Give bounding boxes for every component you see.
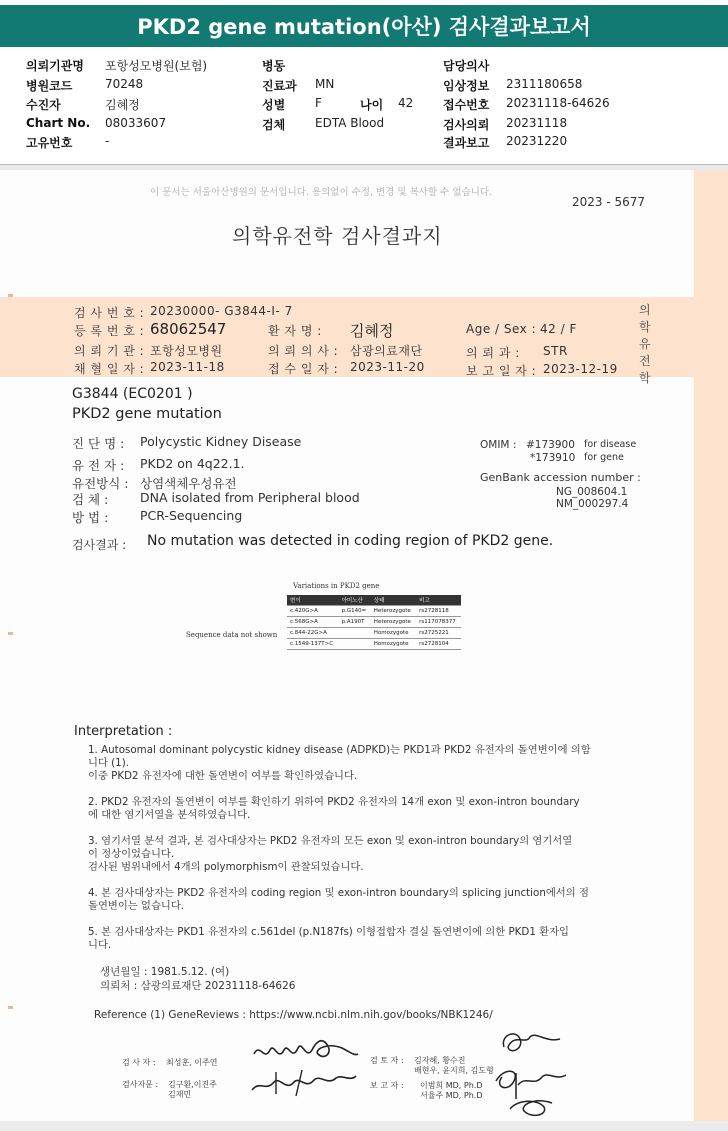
meta-value: 2311180658: [506, 77, 583, 91]
table-cell: c.568G>A: [287, 617, 339, 628]
table-header-row: [287, 595, 461, 606]
report-title: PKD2 gene mutation(아산) 검사결과보고서: [0, 5, 728, 47]
meta-label: Chart No.: [26, 116, 91, 130]
meta-label: 결과보고: [443, 136, 490, 150]
collected-label: 채 혈 일 자 :: [74, 362, 145, 376]
meta-value: 20231118: [506, 116, 568, 130]
meta-value: 20231118-64626: [506, 96, 610, 110]
table-cell: rs2728104: [416, 639, 461, 650]
dept-label: 의 뢰 과 :: [466, 346, 520, 360]
column-header: 아미노산: [339, 595, 371, 606]
omim-disease: #173900: [526, 439, 575, 451]
meta-label: 의뢰기관명: [26, 59, 84, 73]
omim-label: OMIM :: [480, 439, 517, 451]
scanned-result-document: [0, 170, 728, 1121]
copyright-notice: 이 문서는 서울아산병원의 문서입니다. 용의없이 수정, 변경 및 복사할 수 없습니다.: [150, 187, 493, 198]
side-strip: [694, 170, 728, 1121]
physician-label: 의 뢰 의 사 :: [268, 344, 339, 358]
list-item: [88, 835, 648, 874]
examiner-signature-icon: [246, 1032, 366, 1104]
meta-value: -: [105, 134, 110, 148]
dept: STR: [543, 344, 568, 358]
table-row: [287, 639, 461, 650]
meta-label: 병동: [262, 59, 286, 73]
advisor-label: 검사자문 :: [122, 1080, 159, 1089]
reporter-label: 보 고 자 :: [370, 1081, 404, 1090]
meta-label: 성별: [262, 98, 286, 112]
meta-label: 고유번호: [26, 136, 73, 150]
meta-value: F: [315, 96, 322, 110]
item-line: 4. 본 검사대상자는 PKD2 유전자의 coding region 및 exon-intron boundary의 splicing junction에서의 점: [88, 887, 589, 899]
advisor-line-1: 김구환,이진주: [168, 1080, 217, 1089]
method: PCR-Sequencing: [140, 508, 243, 523]
column-header: 변이: [287, 595, 339, 606]
age-sex-label: Age / Sex :: [466, 322, 537, 336]
meta-label: 담당의사: [443, 59, 490, 73]
meta-value: 20231220: [506, 134, 568, 148]
meta-label: 진료과: [262, 79, 297, 93]
meta-label: 병원코드: [26, 79, 73, 93]
variations-caption: Variations in PKD2 gene: [293, 582, 380, 590]
table-cell: rs2728118: [416, 606, 461, 617]
meta-value: 08033607: [105, 116, 167, 130]
meta-label: 수진자: [26, 98, 61, 112]
genbank-label: GenBank accession number :: [480, 471, 641, 484]
method-label: 방 법 :: [72, 510, 109, 525]
item-line: 돌연변이는 없습니다.: [88, 900, 185, 912]
reviewer-label: 검 토 자 :: [370, 1056, 404, 1065]
variations-table: [287, 595, 461, 650]
test-name: PKD2 gene mutation: [72, 406, 222, 422]
column-header: 상태: [371, 595, 416, 606]
list-item: [88, 744, 648, 783]
table-cell: [339, 628, 371, 639]
vertical-side-label: 의학유전학: [639, 303, 651, 385]
table-cell: Heterozygote: [371, 617, 416, 628]
age-sex: 42 / F: [540, 322, 577, 336]
exam-no: 20230000- G3844-I- 7: [150, 304, 293, 318]
meta-label: 임상정보: [443, 79, 490, 93]
sequence-note: Sequence data not shown: [186, 631, 278, 639]
item-line: 이중 PKD2 유전자에 대한 돌연변이 여부를 확인하였습니다.: [88, 770, 358, 782]
table-cell: Homozygote: [371, 628, 416, 639]
institution: 포항성모병원: [150, 344, 223, 358]
result-text: No mutation was detected in coding region of PKD2 gene.: [147, 533, 554, 549]
table-cell: p.G140=: [339, 606, 371, 617]
item-line: 니다.: [88, 939, 112, 951]
patient-name: 김혜정: [350, 322, 394, 340]
genbank-ng: NG_008604.1: [556, 486, 628, 498]
meta-value: 포항성모병원(보험): [105, 59, 208, 73]
meta-label: 접수번호: [443, 98, 490, 112]
document-number: 2023 - 5677: [572, 195, 646, 209]
table-cell: p.A190T: [339, 617, 371, 628]
requester: 의뢰처 : 삼광의료재단 20231118-64626: [100, 980, 296, 992]
patient-label: 환 자 명 :: [268, 324, 322, 338]
column-header: 비고: [416, 595, 461, 606]
omim-disease-note: for disease: [584, 439, 637, 450]
received-date: 2023-11-20: [350, 360, 425, 374]
table-cell: c.420G>A: [287, 606, 339, 617]
advisor-line-2: 김재민: [168, 1090, 192, 1099]
reviewer-line-2: 배현우, 윤지희, 김도형: [414, 1066, 494, 1075]
table-cell: c.1549-137T>C: [287, 639, 339, 650]
reg-no: 68062547: [150, 320, 227, 338]
interpretation-list: [88, 744, 648, 952]
specimen-label: 검 체 :: [72, 492, 109, 507]
table-row: [287, 628, 461, 639]
received-label: 접 수 일 자 :: [268, 362, 339, 376]
reviewer-signature-icon: [490, 1025, 570, 1120]
reference: Reference (1) GeneReviews : https://www.ncbi.nlm.nih.gov/books/NBK1246/: [94, 1009, 493, 1021]
examiner-label: 검 사 자 :: [122, 1058, 156, 1067]
table-row: [287, 617, 461, 628]
gene-label: 유 전 자 :: [72, 458, 125, 473]
item-line: 2. PKD2 유전자의 돌연변이 여부를 확인하기 위하여 PKD2 유전자의 14개 exon 및 exon-intron boundary: [88, 796, 580, 808]
punch-mark: [8, 294, 13, 297]
test-code: G3844 (EC0201 ): [72, 386, 193, 402]
specimen: DNA isolated from Peripheral blood: [140, 490, 360, 505]
request-info-panel: [0, 51, 728, 165]
item-line: 이 정상이었습니다.: [88, 848, 175, 860]
document-title: 의학유전학 검사결과지: [232, 224, 443, 248]
reg-no-label: 등 록 번 호 :: [74, 324, 145, 338]
collected-date: 2023-11-18: [150, 360, 225, 374]
item-line: 5. 본 검사대상자는 PKD1 유전자의 c.561del (p.N187fs) 이형접합자 결실 돌연변이에 의한 PKD1 환자입: [88, 926, 570, 938]
list-item: [88, 926, 648, 952]
reporter-line-2: 서율주 MD, Ph.D: [420, 1091, 483, 1100]
list-item: [88, 796, 648, 822]
punch-mark: [8, 632, 13, 635]
item-line: 검사된 범위내에서 4개의 polymorphism이 관찰되었습니다.: [88, 861, 364, 873]
gene: PKD2 on 4q22.1.: [140, 456, 245, 471]
meta-label: 검체: [262, 118, 286, 132]
interpretation-title: Interpretation :: [74, 724, 173, 739]
reported-date: 2023-12-19: [543, 362, 618, 376]
table-cell: rs2725221: [416, 628, 461, 639]
meta-value: MN: [315, 77, 335, 91]
table-cell: Homozygote: [371, 639, 416, 650]
reviewer-line-1: 김자혜, 황수진: [414, 1056, 466, 1065]
inheritance: 상염색체우성유전: [140, 476, 237, 491]
item-line: 에 대한 염기서열을 분석하였습니다.: [88, 809, 251, 821]
inheritance-label: 유전방식 :: [72, 476, 129, 491]
reporter-line-1: 이범희 MD, Ph.D: [420, 1081, 483, 1090]
diagnosis: Polycystic Kidney Disease: [140, 434, 302, 449]
exam-no-label: 검 사 번 호 :: [74, 306, 145, 320]
physician: 삼광의료재단: [350, 344, 423, 358]
institution-label: 의 뢰 기 관 :: [74, 344, 145, 358]
meta-value: 42: [398, 96, 414, 110]
footer-strip: [0, 1121, 728, 1131]
examiner: 최성훈, 이주연: [166, 1058, 218, 1067]
diagnosis-label: 진 단 명 :: [72, 436, 125, 451]
list-item: [88, 887, 648, 913]
meta-value: EDTA Blood: [315, 116, 385, 130]
meta-value: 70248: [105, 77, 144, 91]
meta-label: 나이: [360, 98, 384, 112]
table-cell: c.844-22G>A: [287, 628, 339, 639]
table-row: [287, 606, 461, 617]
punch-mark: [8, 1006, 13, 1009]
omim-gene: *173910: [530, 452, 576, 464]
result-label: 검사결과 :: [72, 538, 127, 552]
birth-date: 생년월일 : 1981.5.12. (여): [100, 966, 230, 978]
table-cell: Heterozygote: [371, 606, 416, 617]
item-line: 니다 (1).: [88, 757, 130, 769]
item-line: 3. 염기서열 분석 결과, 본 검사대상자는 PKD2 유전자의 모든 exon 및 exon-intron boundary의 염기서열: [88, 835, 573, 847]
genbank-nm: NM_000297.4: [556, 498, 629, 510]
omim-gene-note: for gene: [584, 452, 624, 463]
item-line: 1. Autosomal dominant polycystic kidney disease (ADPKD)는 PKD1과 PKD2 유전자의 돌연변이에 의함: [88, 744, 591, 756]
meta-value: 김혜정: [105, 98, 140, 112]
reported-label: 보 고 일 자 :: [466, 364, 537, 378]
meta-label: 검사의뢰: [443, 118, 490, 132]
table-cell: rs117078377: [416, 617, 461, 628]
table-cell: [339, 639, 371, 650]
